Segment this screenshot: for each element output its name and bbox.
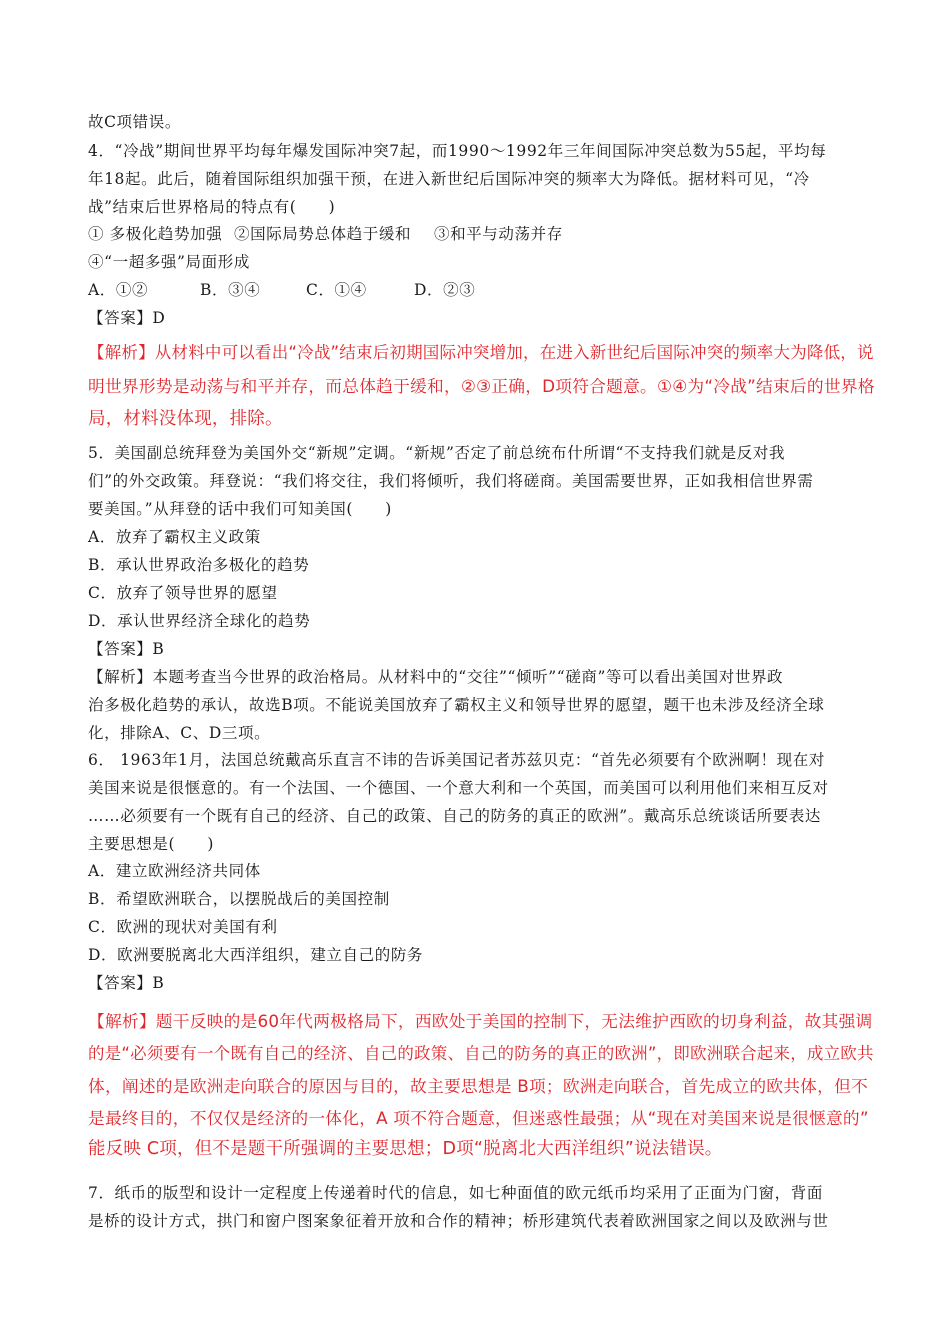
choice-option: A．放弃了霸权主义政策: [88, 528, 261, 546]
analysis-line: 的是“必须要有一个既有自己的经济、自己的政策、自己的防务的真正的欧洲”，即欧洲联合起来，成立欧共: [88, 1044, 874, 1063]
question-5-line: 们”的外交政策。拜登说：“我们将交往，我们将倾听，我们将磋商。美国需要世界，正如我相信世界需: [88, 472, 814, 490]
question-7-line: 是桥的设计方式，拱门和窗户图案象征着开放和合作的精神；桥形建筑代表着欧洲国家之间以及欧洲与世: [88, 1212, 829, 1230]
question-6-line: 主要思想是( ): [88, 835, 214, 853]
analysis-line: 治多极化趋势的承认，故选B项。不能说美国放弃了霸权主义和领导世界的愿望，题干也未涉及经济全球: [88, 696, 825, 714]
choice-option: D．②③: [414, 281, 476, 299]
analysis-line: 明世界形势是动荡与和平并存，而总体趋于缓和，②③正确，D项符合题意。①④为“冷战”结束后的世界格: [88, 376, 875, 396]
question-5-line: 要美国。”从拜登的话中我们可知美国( ): [88, 500, 392, 518]
choice-option: A．①②: [88, 281, 149, 299]
question-4-line: 年18起。此后，随着国际组织加强干预，在进入新世纪后国际冲突的频率大为降低。据材料可见，“冷: [88, 170, 810, 188]
analysis-line: 是最终目的，不仅仅是经济的一体化，A 项不符合题意，但迷惑性最强；从“现在对美国来说是很惬意的”: [88, 1108, 869, 1128]
question-5-line: 5．美国副总统拜登为美国外交“新规”定调。“新规”否定了前总统布什所谓“不支持我们就是反对我: [88, 444, 786, 462]
choice-option: C．欧洲的现状对美国有利: [88, 918, 278, 936]
question-7-line: 7．纸币的版型和设计一定程度上传递着时代的信息，如七种面值的欧元纸币均采用了正面为门窗，背面: [88, 1184, 823, 1202]
question-6-line: ……必须要有一个既有自己的经济、自己的政策、自己的防务的真正的欧洲”。戴高乐总统谈话所要表达: [88, 807, 822, 825]
analysis-line: 【解析】本题考查当今世界的政治格局。从材料中的“交往”“倾听”“磋商”等可以看出美国对世界政: [88, 668, 784, 686]
choice-option: D．承认世界经济全球化的趋势: [88, 612, 311, 630]
answer-line: 【答案】D: [88, 309, 166, 327]
answer-line: 【答案】B: [88, 974, 165, 992]
choice-option: B．承认世界政治多极化的趋势: [88, 556, 310, 574]
question-4-statements: [88, 224, 878, 244]
question-6-line: 6． 1963年1月，法国总统戴高乐直言不讳的告诉美国记者苏兹贝克：“首先必须要有个欧洲啊！现在对: [88, 751, 825, 769]
choice-option: A．建立欧洲经济共同体: [88, 862, 261, 880]
choice-option: C．①④: [306, 281, 367, 299]
analysis-line: 【解析】从材料中可以看出“冷战”结束后初期国际冲突增加，在进入新世纪后国际冲突的频率大为降低，说: [88, 343, 874, 362]
question-4-line: 4．“冷战”期间世界平均每年爆发国际冲突7起，而1990～1992年三年间国际冲突总数为55起，平均每: [88, 142, 827, 160]
question-4-choices: [88, 280, 878, 300]
analysis-line: 体，阐述的是欧洲走向联合的原因与目的，故主要思想是 B项；欧洲走向联合，首先成立的欧共体，但不: [88, 1076, 868, 1096]
analysis-line: 局，材料没体现，排除。: [88, 409, 283, 429]
statement: ③和平与动荡并存: [434, 225, 563, 243]
text-line: 故C项错误。: [88, 113, 181, 131]
analysis-line: 能反映 C项，但不是题干所强调的主要思想；D项“脱离北大西洋组织”说法错误。: [88, 1139, 723, 1159]
statement: ②国际局势总体趋于缓和: [234, 225, 412, 243]
choice-option: C．放弃了领导世界的愿望: [88, 584, 278, 602]
analysis-line: 【解析】题干反映的是60年代两极格局下，西欧处于美国的控制下，无法维护西欧的切身利益，故其强调: [88, 1011, 873, 1031]
analysis-line: 化，排除A、C、D三项。: [88, 724, 271, 742]
choice-option: B．③④: [200, 281, 261, 299]
question-4-line: 战”结束后世界格局的特点有( ): [88, 198, 336, 216]
choice-option: D．欧洲要脱离北大西洋组织，建立自己的防务: [88, 946, 424, 964]
statement: ① 多极化趋势加强: [88, 225, 223, 243]
choice-option: B．希望欧洲联合，以摆脱战后的美国控制: [88, 890, 390, 908]
statement: ④“一超多强”局面形成: [88, 253, 250, 271]
question-6-line: 美国来说是很惬意的。有一个法国、一个德国、一个意大利和一个英国，而美国可以利用他们来相互反对: [88, 779, 829, 797]
answer-line: 【答案】B: [88, 640, 165, 658]
